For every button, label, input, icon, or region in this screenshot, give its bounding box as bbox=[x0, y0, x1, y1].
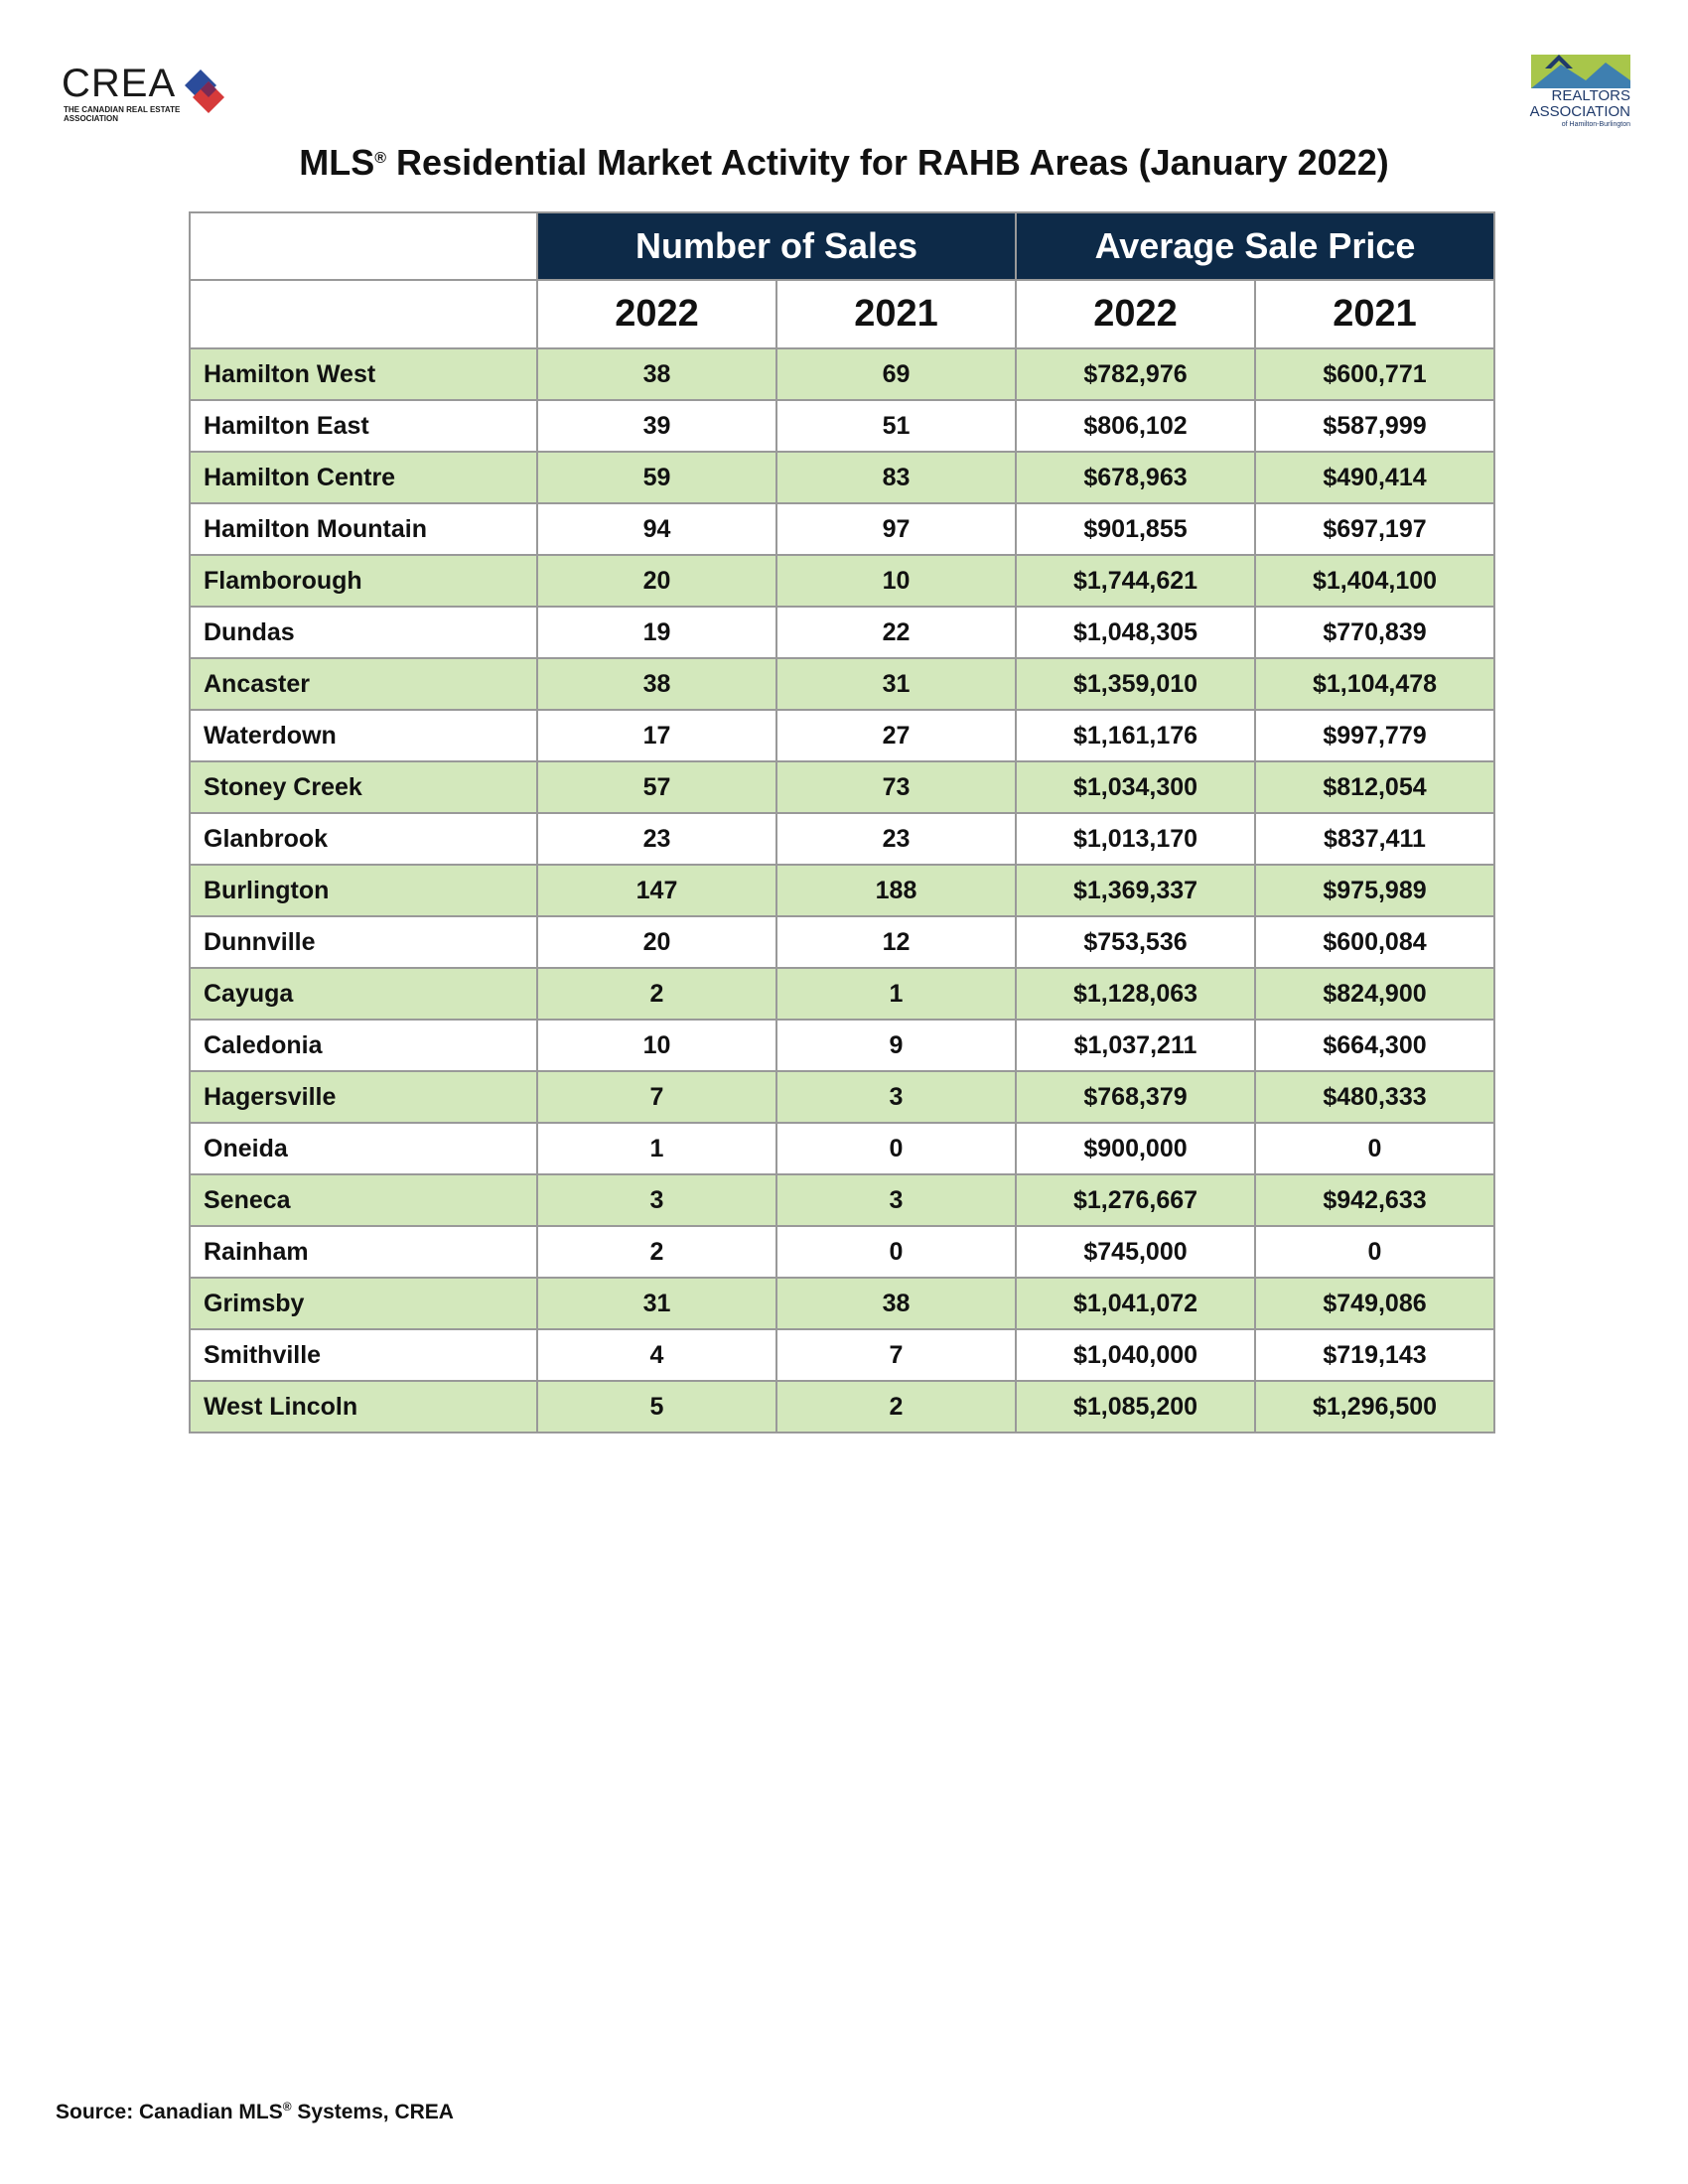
area-name-cell: Dundas bbox=[190, 607, 537, 658]
value-cell: $1,161,176 bbox=[1016, 710, 1255, 761]
value-cell: $600,771 bbox=[1255, 348, 1494, 400]
value-cell: $900,000 bbox=[1016, 1123, 1255, 1174]
crea-diamond-icon bbox=[181, 66, 232, 117]
area-name-cell: Waterdown bbox=[190, 710, 537, 761]
year-header-cell: 2021 bbox=[776, 280, 1016, 348]
area-name-cell: Cayuga bbox=[190, 968, 537, 1020]
value-cell: 5 bbox=[537, 1381, 776, 1433]
value-cell: $678,963 bbox=[1016, 452, 1255, 503]
value-cell: 0 bbox=[776, 1226, 1016, 1278]
value-cell: 69 bbox=[776, 348, 1016, 400]
year-header-cell: 2022 bbox=[537, 280, 776, 348]
value-cell: $1,104,478 bbox=[1255, 658, 1494, 710]
value-cell: 2 bbox=[776, 1381, 1016, 1433]
table-row bbox=[190, 813, 1494, 865]
area-name-cell: Caledonia bbox=[190, 1020, 537, 1071]
realtors-association-logo bbox=[1521, 55, 1630, 144]
value-cell: 20 bbox=[537, 555, 776, 607]
title-registered-mark: ® bbox=[374, 150, 387, 167]
area-name-cell: Oneida bbox=[190, 1123, 537, 1174]
group-header-row bbox=[190, 212, 1494, 280]
value-cell: 38 bbox=[537, 348, 776, 400]
value-cell: 1 bbox=[776, 968, 1016, 1020]
value-cell: 3 bbox=[776, 1071, 1016, 1123]
area-name-cell: Rainham bbox=[190, 1226, 537, 1278]
crea-logo-tagline: THE CANADIAN REAL ESTATE ASSOCIATION bbox=[64, 105, 181, 123]
area-name-cell: Dunnville bbox=[190, 916, 537, 968]
value-cell: 97 bbox=[776, 503, 1016, 555]
table-row bbox=[190, 452, 1494, 503]
value-cell: $837,411 bbox=[1255, 813, 1494, 865]
corner-blank-cell bbox=[190, 280, 537, 348]
value-cell: 1 bbox=[537, 1123, 776, 1174]
area-name-cell: Hamilton Centre bbox=[190, 452, 537, 503]
corner-blank-cell bbox=[190, 212, 537, 280]
table-row bbox=[190, 1123, 1494, 1174]
table-row bbox=[190, 916, 1494, 968]
group-header-price: Average Sale Price bbox=[1016, 212, 1494, 280]
table-row bbox=[190, 503, 1494, 555]
value-cell: 27 bbox=[776, 710, 1016, 761]
page-title bbox=[0, 142, 1688, 184]
year-header-cell: 2021 bbox=[1255, 280, 1494, 348]
value-cell: $1,359,010 bbox=[1016, 658, 1255, 710]
source-prefix: Source: Canadian MLS bbox=[56, 2101, 283, 2123]
table-row bbox=[190, 348, 1494, 400]
value-cell: $587,999 bbox=[1255, 400, 1494, 452]
value-cell: 38 bbox=[537, 658, 776, 710]
realtors-roof-icon bbox=[1531, 55, 1630, 88]
value-cell: $824,900 bbox=[1255, 968, 1494, 1020]
value-cell: 94 bbox=[537, 503, 776, 555]
year-header-row bbox=[190, 280, 1494, 348]
value-cell: 23 bbox=[776, 813, 1016, 865]
group-header-sales: Number of Sales bbox=[537, 212, 1016, 280]
source-rest: Systems, CREA bbox=[291, 2101, 454, 2123]
value-cell: 4 bbox=[537, 1329, 776, 1381]
table-row bbox=[190, 1278, 1494, 1329]
value-cell: 7 bbox=[537, 1071, 776, 1123]
area-name-cell: Glanbrook bbox=[190, 813, 537, 865]
value-cell: $942,633 bbox=[1255, 1174, 1494, 1226]
table-row bbox=[190, 710, 1494, 761]
table-row bbox=[190, 968, 1494, 1020]
value-cell: 0 bbox=[776, 1123, 1016, 1174]
value-cell: $1,048,305 bbox=[1016, 607, 1255, 658]
value-cell: 23 bbox=[537, 813, 776, 865]
table-row bbox=[190, 1174, 1494, 1226]
value-cell: 2 bbox=[537, 968, 776, 1020]
title-prefix: MLS bbox=[299, 142, 375, 183]
area-name-cell: Seneca bbox=[190, 1174, 537, 1226]
table-row bbox=[190, 1020, 1494, 1071]
table-row bbox=[190, 865, 1494, 916]
table-row bbox=[190, 607, 1494, 658]
value-cell: $480,333 bbox=[1255, 1071, 1494, 1123]
realtors-logo-line2: ASSOCIATION bbox=[1529, 103, 1630, 120]
market-activity-table bbox=[189, 211, 1495, 1433]
value-cell: 31 bbox=[776, 658, 1016, 710]
value-cell: 31 bbox=[537, 1278, 776, 1329]
source-note bbox=[56, 2100, 454, 2124]
value-cell: 20 bbox=[537, 916, 776, 968]
value-cell: $1,085,200 bbox=[1016, 1381, 1255, 1433]
area-name-cell: Hamilton West bbox=[190, 348, 537, 400]
value-cell: 39 bbox=[537, 400, 776, 452]
value-cell: $1,369,337 bbox=[1016, 865, 1255, 916]
value-cell: 3 bbox=[537, 1174, 776, 1226]
title-rest: Residential Market Activity for RAHB Areas (January 2022) bbox=[386, 142, 1389, 183]
value-cell: $1,013,170 bbox=[1016, 813, 1255, 865]
table-row bbox=[190, 1381, 1494, 1433]
value-cell: 10 bbox=[537, 1020, 776, 1071]
value-cell: $745,000 bbox=[1016, 1226, 1255, 1278]
table-row bbox=[190, 658, 1494, 710]
value-cell: $770,839 bbox=[1255, 607, 1494, 658]
area-name-cell: Stoney Creek bbox=[190, 761, 537, 813]
value-cell: $975,989 bbox=[1255, 865, 1494, 916]
value-cell: $1,034,300 bbox=[1016, 761, 1255, 813]
value-cell: $1,041,072 bbox=[1016, 1278, 1255, 1329]
value-cell: 19 bbox=[537, 607, 776, 658]
value-cell: $753,536 bbox=[1016, 916, 1255, 968]
value-cell: $1,037,211 bbox=[1016, 1020, 1255, 1071]
value-cell: 7 bbox=[776, 1329, 1016, 1381]
table-row bbox=[190, 1226, 1494, 1278]
value-cell: 12 bbox=[776, 916, 1016, 968]
value-cell: $812,054 bbox=[1255, 761, 1494, 813]
value-cell: 83 bbox=[776, 452, 1016, 503]
value-cell: 22 bbox=[776, 607, 1016, 658]
value-cell: $1,128,063 bbox=[1016, 968, 1255, 1020]
table-row bbox=[190, 555, 1494, 607]
value-cell: 57 bbox=[537, 761, 776, 813]
area-name-cell: Grimsby bbox=[190, 1278, 537, 1329]
value-cell: $901,855 bbox=[1016, 503, 1255, 555]
value-cell: 147 bbox=[537, 865, 776, 916]
value-cell: $749,086 bbox=[1255, 1278, 1494, 1329]
area-name-cell: Ancaster bbox=[190, 658, 537, 710]
value-cell: 0 bbox=[1255, 1226, 1494, 1278]
value-cell: 38 bbox=[776, 1278, 1016, 1329]
value-cell: 73 bbox=[776, 761, 1016, 813]
value-cell: $1,276,667 bbox=[1016, 1174, 1255, 1226]
crea-logo-name: CREA bbox=[62, 62, 177, 105]
table-body bbox=[190, 348, 1494, 1433]
value-cell: $997,779 bbox=[1255, 710, 1494, 761]
realtors-logo-line1: REALTORS bbox=[1551, 87, 1630, 104]
area-name-cell: West Lincoln bbox=[190, 1381, 537, 1433]
area-name-cell: Flamborough bbox=[190, 555, 537, 607]
value-cell: $1,296,500 bbox=[1255, 1381, 1494, 1433]
crea-logo bbox=[62, 62, 230, 131]
value-cell: $490,414 bbox=[1255, 452, 1494, 503]
value-cell: 3 bbox=[776, 1174, 1016, 1226]
value-cell: 51 bbox=[776, 400, 1016, 452]
area-name-cell: Hamilton Mountain bbox=[190, 503, 537, 555]
value-cell: 2 bbox=[537, 1226, 776, 1278]
value-cell: 10 bbox=[776, 555, 1016, 607]
value-cell: $1,040,000 bbox=[1016, 1329, 1255, 1381]
value-cell: $719,143 bbox=[1255, 1329, 1494, 1381]
value-cell: 188 bbox=[776, 865, 1016, 916]
area-name-cell: Hamilton East bbox=[190, 400, 537, 452]
value-cell: $697,197 bbox=[1255, 503, 1494, 555]
value-cell: 59 bbox=[537, 452, 776, 503]
value-cell: 17 bbox=[537, 710, 776, 761]
value-cell: 9 bbox=[776, 1020, 1016, 1071]
table-row bbox=[190, 1071, 1494, 1123]
value-cell: $806,102 bbox=[1016, 400, 1255, 452]
value-cell: $768,379 bbox=[1016, 1071, 1255, 1123]
value-cell: $782,976 bbox=[1016, 348, 1255, 400]
table-row bbox=[190, 761, 1494, 813]
year-header-cell: 2022 bbox=[1016, 280, 1255, 348]
realtors-logo-line3: of Hamilton-Burlington bbox=[1561, 121, 1630, 128]
table-row bbox=[190, 400, 1494, 452]
value-cell: $664,300 bbox=[1255, 1020, 1494, 1071]
area-name-cell: Hagersville bbox=[190, 1071, 537, 1123]
value-cell: $1,404,100 bbox=[1255, 555, 1494, 607]
area-name-cell: Burlington bbox=[190, 865, 537, 916]
area-name-cell: Smithville bbox=[190, 1329, 537, 1381]
value-cell: 0 bbox=[1255, 1123, 1494, 1174]
value-cell: $600,084 bbox=[1255, 916, 1494, 968]
value-cell: $1,744,621 bbox=[1016, 555, 1255, 607]
table-row bbox=[190, 1329, 1494, 1381]
source-registered-mark: ® bbox=[282, 2100, 292, 2114]
